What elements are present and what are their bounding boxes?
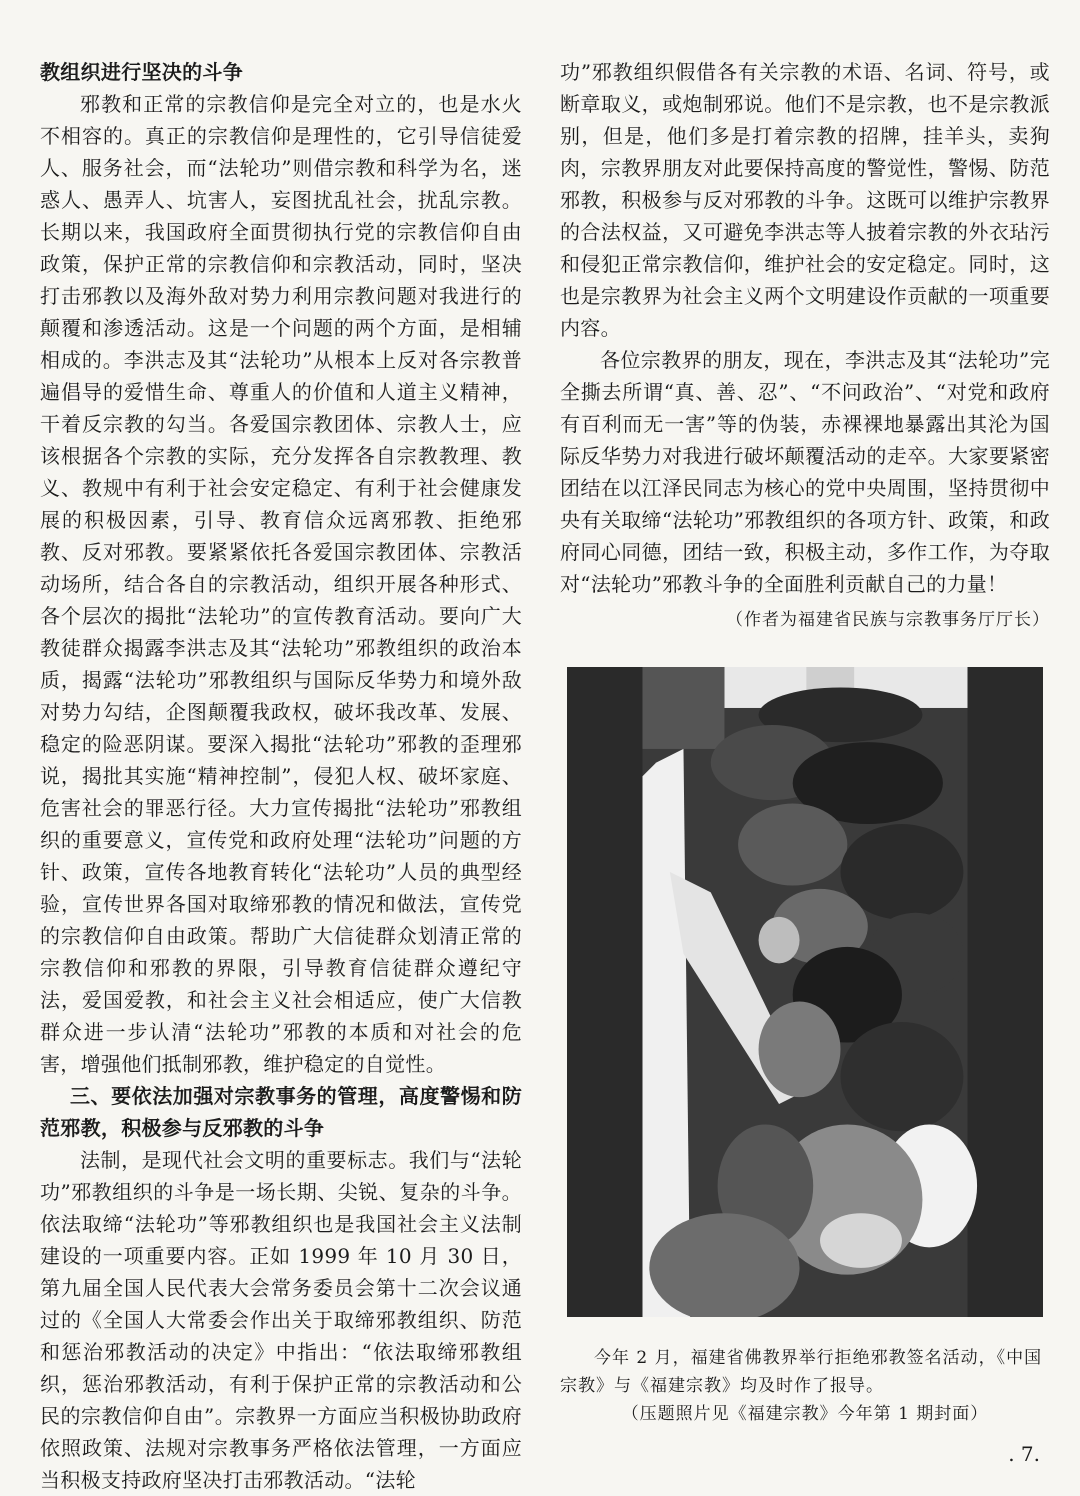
paragraph: 邪教和正常的宗教信仰是完全对立的，也是水火不相容的。真正的宗教信仰是理性的，它引导信徒爱人、服务社会，而“法轮功”则借宗教和科学为名，迷惑人、愚弄人、坑害人，妄图扰乱社会，扰乱宗教。长期以来，我国政府全面贯彻执行党的宗教信仰自由政策，保护正常的宗教信仰和宗教活动，同时，坚决打击邪教以及海外敌对势力利用宗教问题对我进行的颠覆和渗透活动。这是一个问题的两个方面，是相辅相成的。李洪志及其“法轮功”从根本上反对各宗教普遍倡导的爱惜生命、尊重人的价值和人道主义精神，干着反宗教的勾当。各爱国宗教团体、宗教人士，应该根据各个宗教的实际，充分发挥各自宗教教理、教义、教规中有利于社会安定稳定、有利于社会健康发展的积极因素，引导、教育信众远离邪教、拒绝邪教、反对邪教。要紧紧依托各爱国宗教团体、宗教活动场所，结合各自的宗教活动，组织开展各种形式、各个层次的揭批“法轮功”的宣传教育活动。要向广大教徒群众揭露李洪志及其“法轮功”邪教组织的政治本质，揭露“法轮功”邪教组织与国际反华势力和境外敌对势力勾结，企图颠覆我政权，破坏我改革、发展、稳定的险恶阴谋。要深入揭批“法轮功”邪教的歪理邪说，揭批其实施“精神控制”，侵犯人权、破坏家庭、危害社会的罪恶行径。大力宣传揭批“法轮功”邪教组织的重要意义，宣传党和政府处理“法轮功”问题的方针、政策，宣传各地教育转化“法轮功”人员的典型经验，宣传世界各国对取缔邪教的情况和做法，宣传党的宗教信仰自由政策。帮助广大信徒群众划清正常的宗教信仰和邪教的界限，引导教育信徒群众遵纪守法，爱国爱教，和社会主义社会相适应，使广大信教群众进一步认清“法轮功”邪教的本质和对社会的危害，增强他们抵制邪教，维护稳定的自觉性。 [40,92,522,1076]
left-column [40,56,522,1496]
right-column [560,56,1050,636]
author-note: （作者为福建省民族与宗教事务厅厅长） [726,610,1050,630]
paragraph: 法制，是现代社会文明的重要标志。我们与“法轮功”邪教组织的斗争是一场长期、尖锐、复杂的斗争。依法取缔“法轮功”等邪教组织也是我国社会主义法制建设的一项重要内容。正如 1999 年 10 月 30 日，第九届全国人民代表大会常务委员会第十二次会议通过的《全国人大常委会作出关于取缔邪教组织、防范和惩治邪教活动的决定》中指出：“依法取缔邪教组织，惩治邪教活动，有利于保护正常的宗教活动和公民的宗教信仰自由”。宗教界一方面应当积极协助政府依照政策、法规对宗教事务严格依法管理，一方面应当积极支持政府坚决打击邪教活动。“法轮 [40,1148,522,1492]
section-heading-continued: 教组织进行坚决的斗争 [40,60,243,84]
page-number: . 7. [1008,1442,1040,1466]
paragraph: 各位宗教界的朋友，现在，李洪志及其“法轮功”完全撕去所谓“真、善、忍”、“不问政治”、“对党和政府有百利而无一害”等的伪装，赤裸裸地暴露出其沦为国际反华势力对我进行破坏颠覆活动的走卒。大家要紧密团结在以江泽民同志为核心的党中央周围，坚持贯彻中央有关取缔“法轮功”邪教组织的各项方针、政策，和政府同心同德，团结一致，积极主动，多作工作，为夺取对“法轮功”邪教斗争的全面胜利贡献自己的力量！ [560,348,1050,596]
photo-caption [560,1344,1050,1428]
section-heading-three: 三、要依法加强对宗教事务的管理，高度警惕和防范邪教，积极参与反邪教的斗争 [40,1084,522,1140]
photo-image [567,667,1043,1317]
photo-signing-event [567,667,1043,1317]
caption-note: （压题照片见《福建宗教》今年第 1 期封面） [621,1404,989,1424]
caption-text: 今年 2 月，福建省佛教界举行拒绝邪教签名活动，《中国宗教》与《福建宗教》均及时作了报导。 [560,1348,1043,1396]
paragraph: 功”邪教组织假借各有关宗教的术语、名词、符号，或断章取义，或炮制邪说。他们不是宗教，也不是宗教派别，但是，他们多是打着宗教的招牌，挂羊头，卖狗肉，宗教界朋友对此要保持高度的警觉性，警惕、防范邪教，积极参与反对邪教的斗争。这既可以维护宗教界的合法权益，又可避免李洪志等人披着宗教的外衣玷污和侵犯正常宗教信仰，维护社会的安定稳定。同时，这也是宗教界为社会主义两个文明建设作贡献的一项重要内容。 [560,60,1050,340]
